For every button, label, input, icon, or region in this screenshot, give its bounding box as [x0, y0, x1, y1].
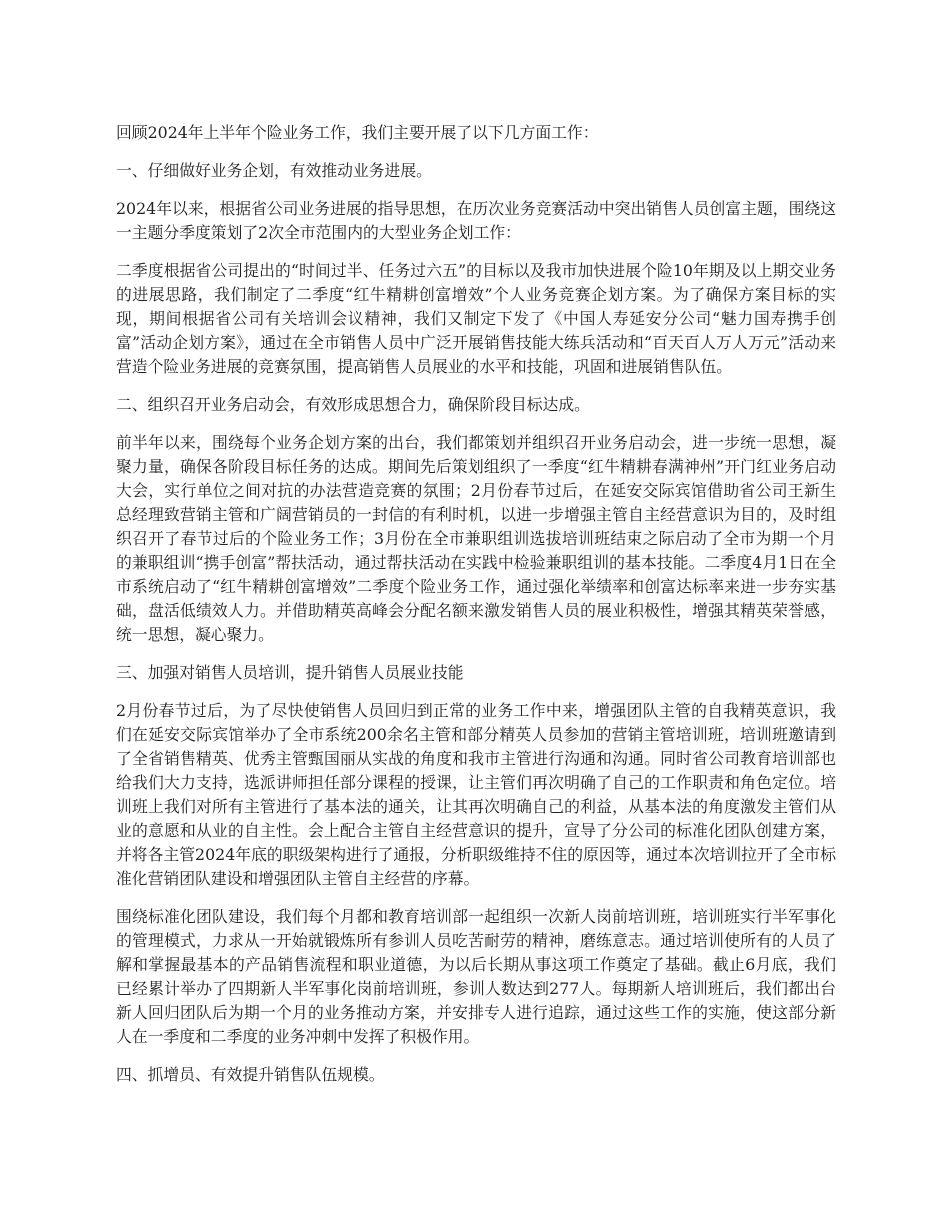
body-paragraph: 2月份春节过后，为了尽快使销售人员回归到正常的业务工作中来，增强团队主管的自我精英意识，我们在延安交际宾馆举办了全市系统200余名主管和部分精英人员参加的营销主管培训班，培训班邀请到了全省销售精英、优秀主管甄国丽从实战的角度和我市主管进行沟通和沟通。同时省公司教育培训部也给我们大力支持，选派讲师担任部分课程的授课，让主管们再次明确了自己的工作职责和角色定位。培训班上我们对所有主管进行了基本法的通关，让其再次明确自己的利益，从基本法的角度激发主管们从业的意愿和从业的自主性。会上配合主管自主经营意识的提升，宣导了分公司的标准化团队创建方案，并将各主管2024年底的职级架构进行了通报，分析职级维持不住的原因等，通过本次培训拉开了全市标准化营销团队建设和增强团队主管自主经营的序幕。: [116, 701, 837, 888]
section-heading-4: 四、抓增员、有效提升销售队伍规模。: [116, 1065, 385, 1084]
section-heading-3: 三、加强对销售人员培训，提升销售人员展业技能: [116, 663, 464, 682]
body-paragraph: 前半年以来，围绕每个业务企划方案的出台，我们都策划并组织召开业务启动会，进一步统一思想，凝聚力量，确保各阶段目标任务的达成。期间先后策划组织了一季度“红牛精耕春满神州”开门红业务启动大会，实行单位之间对抗的办法营造竞赛的氛围；2月份春节过后，在延安交际宾馆借助省公司王新生总经理致营销主管和广阔营销员的一封信的有利时机，以进一步增强主管自主经营意识为目的，及时组织召开了春节过后的个险业务工作；3月份在全市兼职组训选拔培训班结束之际启动了全市为期一个月的兼职组训“携手创富”帮扶活动，通过帮扶活动在实践中检验兼职组训的基本技能。二季度4月1日在全市系统启动了“红牛精耕创富增效”二季度个险业务工作，通过强化举绩率和创富达标率来进一步夯实基础，盘活低绩效人力。并借助精英高峰会分配名额来激发销售人员的展业积极性，增强其精英荣誉感，统一思想，凝心聚力。: [116, 433, 836, 644]
section-heading-1: 一、仔细做好业务企划，有效推动业务进展。: [116, 161, 432, 180]
intro-paragraph: 回顾2024年上半年个险业务工作，我们主要开展了以下几方面工作：: [116, 123, 599, 142]
section-heading-2: 二、组织召开业务启动会，有效形成思想合力，确保阶段目标达成。: [116, 395, 590, 414]
body-paragraph: 二季度根据省公司提出的“时间过半、任务过六五”的目标以及我市加快进展个险10年期及以上期交业务的进展思路，我们制定了二季度“红牛精耕创富增效”个人业务竞赛企划方案。为了确保方案目标的实现，期间根据省公司有关培训会议精神，我们又制定下发了《中国人寿延安分公司“魅力国寿携手创富”活动企划方案》，通过在全市销售人员中广泛开展销售技能大练兵活动和“百天百人万人万元”活动来营造个险业务进展的竞赛氛围，提高销售人员展业的水平和技能，巩固和进展销售队伍。: [116, 261, 836, 376]
body-paragraph: 围绕标准化团队建设，我们每个月都和教育培训部一起组织一次新人岗前培训班，培训班实行半军事化的管理模式，力求从一开始就锻炼所有参训人员吃苦耐劳的精神，磨练意志。通过培训使所有的人员了解和掌握最基本的产品销售流程和职业道德，为以后长期从事这项工作奠定了基础。截止6月底，我们已经累计举办了四期新人半军事化岗前培训班，参训人数达到277人。每期新人培训班后，我们都出台新人回归团队后为期一个月的业务推动方案，并安排专人进行追踪，通过这些工作的实施，使这部分新人在一季度和二季度的业务冲刺中发挥了积极作用。: [116, 907, 836, 1046]
document-body: [116, 121, 836, 1101]
body-paragraph: 2024年以来，根据省公司业务进展的指导思想，在历次业务竞赛活动中突出销售人员创富主题，围绕这一主题分季度策划了2次全市范围内的大型业务企划工作：: [116, 199, 836, 242]
